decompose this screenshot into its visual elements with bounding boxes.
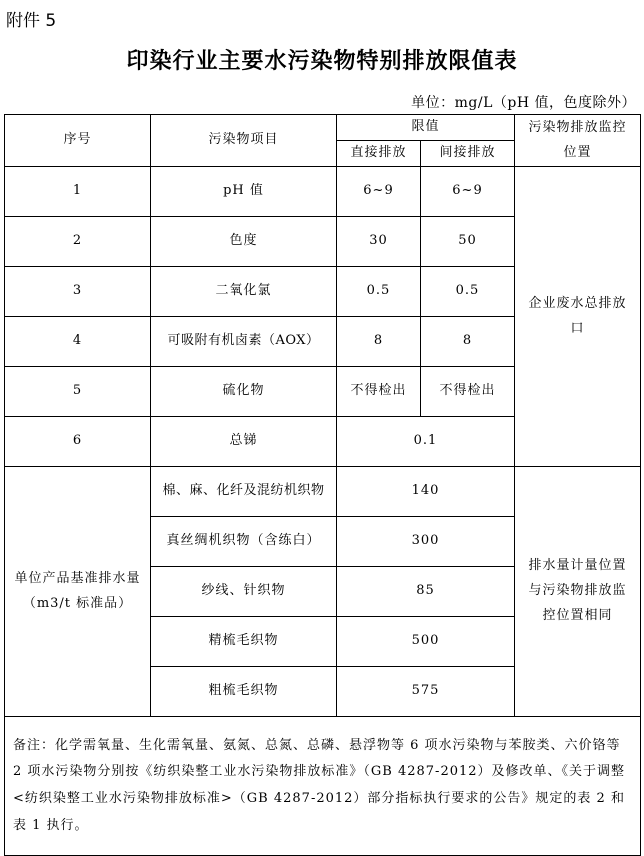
row-seq: 1 bbox=[5, 167, 151, 217]
header-monitor: 污染物排放监控位置 bbox=[515, 115, 641, 167]
table-note: 备注：化学需氧量、生化需氧量、氨氮、总氮、总磷、悬浮物等 6 项水污染物与苯胺类、六价铬等 2 项水污染物分别按《纺织染整工业水污染物排放标准》（GB 4287-2012）及修改单、《关于调整<纺织染整工业水污染物排放标准>（GB 4287-2012）部分指标执行要求的公告》规定的表 2 和表 1 执行。 bbox=[5, 717, 641, 856]
drainage-item-name: 真丝绸机织物（含练白） bbox=[151, 517, 337, 567]
row-seq: 6 bbox=[5, 417, 151, 467]
table-row bbox=[5, 167, 641, 217]
drainage-item-value: 500 bbox=[337, 617, 515, 667]
drainage-label: 单位产品基准排水量（m3/t 标准品） bbox=[5, 467, 151, 717]
header-item: 污染物项目 bbox=[151, 115, 337, 167]
note-row bbox=[5, 717, 641, 856]
drainage-item-value: 85 bbox=[337, 567, 515, 617]
row-indirect: 0.5 bbox=[421, 267, 515, 317]
row-indirect: 50 bbox=[421, 217, 515, 267]
drainage-item-name: 纱线、针织物 bbox=[151, 567, 337, 617]
row-item: 二氧化氯 bbox=[151, 267, 337, 317]
header-direct: 直接排放 bbox=[337, 141, 421, 167]
unit-note: 单位：mg/L（pH 值，色度除外） bbox=[411, 95, 636, 111]
row-indirect: 8 bbox=[421, 317, 515, 367]
header-seq: 序号 bbox=[5, 115, 151, 167]
header-indirect: 间接排放 bbox=[421, 141, 515, 167]
drainage-item-value: 300 bbox=[337, 517, 515, 567]
row-seq: 5 bbox=[5, 367, 151, 417]
drainage-item-value: 575 bbox=[337, 667, 515, 717]
row-indirect: 不得检出 bbox=[421, 367, 515, 417]
row-indirect: 6~9 bbox=[421, 167, 515, 217]
row-value: 0.1 bbox=[337, 417, 515, 467]
page-title: 印染行业主要水污染物特别排放限值表 bbox=[126, 49, 518, 74]
row-item: 色度 bbox=[151, 217, 337, 267]
row-item: pH 值 bbox=[151, 167, 337, 217]
row-item: 可吸附有机卤素（AOX） bbox=[151, 317, 337, 367]
header-limit: 限值 bbox=[337, 115, 515, 141]
row-seq: 4 bbox=[5, 317, 151, 367]
row-direct: 0.5 bbox=[337, 267, 421, 317]
row-item: 硫化物 bbox=[151, 367, 337, 417]
emission-limits-table bbox=[4, 114, 641, 856]
row-direct: 30 bbox=[337, 217, 421, 267]
monitor-location-outlet: 企业废水总排放口 bbox=[515, 167, 641, 467]
drainage-row bbox=[5, 467, 641, 517]
row-seq: 3 bbox=[5, 267, 151, 317]
drainage-item-name: 粗梳毛织物 bbox=[151, 667, 337, 717]
row-item: 总锑 bbox=[151, 417, 337, 467]
row-seq: 2 bbox=[5, 217, 151, 267]
drainage-item-name: 棉、麻、化纤及混纺机织物 bbox=[151, 467, 337, 517]
row-direct: 6~9 bbox=[337, 167, 421, 217]
attachment-label: 附件 5 bbox=[6, 11, 57, 31]
row-direct: 8 bbox=[337, 317, 421, 367]
drainage-item-name: 精梳毛织物 bbox=[151, 617, 337, 667]
monitor-location-drainage: 排水量计量位置与污染物排放监控位置相同 bbox=[515, 467, 641, 717]
row-direct: 不得检出 bbox=[337, 367, 421, 417]
drainage-item-value: 140 bbox=[337, 467, 515, 517]
